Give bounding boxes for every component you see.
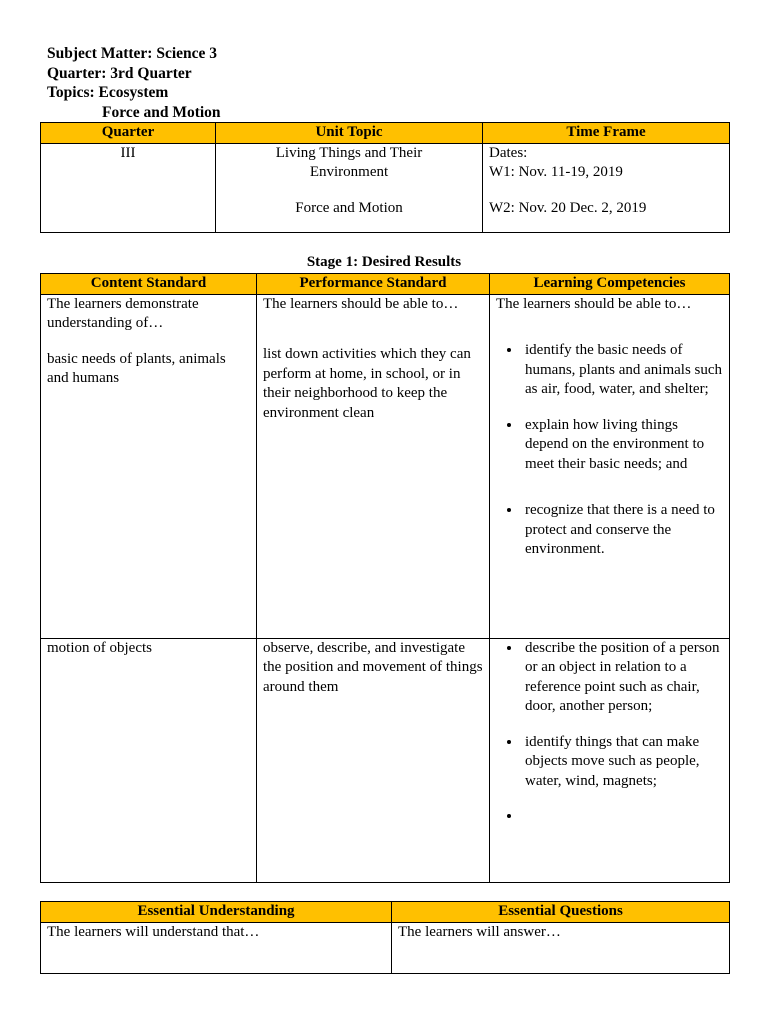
unit-topic-cell xyxy=(216,143,483,232)
learning-competencies-cell xyxy=(490,638,730,882)
col-header-performance-standard: Performance Standard xyxy=(257,274,490,295)
performance-standard-text: list down activities which they can perform at home, in school, or in their neighborhood to keep the environment clean xyxy=(263,346,471,421)
col-header-unit-topic: Unit Topic xyxy=(216,123,483,144)
unit-table xyxy=(40,122,730,233)
essential-understanding-cell: The learners will understand that… xyxy=(41,922,392,973)
col-header-essential-understanding: Essential Understanding xyxy=(41,902,392,923)
list-item: • identify the basic needs of humans, plants and animals such as air, food, water, and shelter; xyxy=(522,341,723,400)
unit-topic-1: Living Things and Their Environment xyxy=(275,144,423,180)
time-frame-cell xyxy=(483,143,730,232)
stage1-table xyxy=(40,273,730,883)
subject-matter: Subject Matter: Science 3 xyxy=(47,45,218,62)
learning-competencies-cell xyxy=(490,294,730,638)
competencies-list xyxy=(496,639,723,827)
essential-questions-cell: The learners will answer… xyxy=(392,922,730,973)
week1-dates: W1: Nov. 11-19, 2019 xyxy=(489,164,623,180)
quarter-cell: III xyxy=(41,143,216,232)
list-item: • describe the position of a person or an object in relation to a reference point such as chair, door, another person; xyxy=(522,639,723,717)
list-item: • identify things that can make objects move such as people, water, wind, magnets; xyxy=(522,733,723,792)
unit-topic-2: Force and Motion xyxy=(295,199,403,216)
list-item: • explain how living things depend on the environment to meet their basic needs; and xyxy=(522,416,723,475)
col-header-content-standard: Content Standard xyxy=(41,274,257,295)
topics-line: Topics: Ecosystem xyxy=(47,84,169,101)
essential-table xyxy=(40,901,730,974)
quarter-line: Quarter: 3rd Quarter xyxy=(47,64,192,82)
competencies-list xyxy=(496,341,723,560)
document-header xyxy=(47,44,221,122)
essential-header-row xyxy=(41,902,730,923)
competencies-intro: The learners should be able to… xyxy=(496,295,692,312)
performance-standard-cell: observe, describe, and investigate the position and movement of things around them xyxy=(257,638,490,882)
content-standard-cell xyxy=(41,294,257,638)
content-intro: The learners demonstrate understanding of… xyxy=(47,295,199,331)
performance-intro: The learners should be able to… xyxy=(263,295,459,312)
content-standard-text: basic needs of plants, animals and humans xyxy=(47,350,226,386)
stage1-row-1 xyxy=(41,294,730,638)
content-standard-cell: motion of objects xyxy=(41,638,257,882)
col-header-essential-questions: Essential Questions xyxy=(392,902,730,923)
col-header-quarter: Quarter xyxy=(41,123,216,144)
performance-standard-cell xyxy=(257,294,490,638)
topics-line-2: Force and Motion xyxy=(102,103,221,121)
stage1-title: Stage 1: Desired Results xyxy=(306,254,462,270)
unit-table-header-row xyxy=(41,123,730,144)
list-item: • recognize that there is a need to protect and conserve the environment. xyxy=(522,501,723,560)
stage1-row-2 xyxy=(41,638,730,882)
dates-label: Dates: xyxy=(489,144,528,161)
col-header-time-frame: Time Frame xyxy=(483,123,730,144)
week2-dates: W2: Nov. 20 Dec. 2, 2019 xyxy=(489,199,647,216)
unit-table-row xyxy=(41,143,730,232)
essential-row xyxy=(41,922,730,973)
list-item xyxy=(522,807,723,827)
stage1-header-row xyxy=(41,274,730,295)
col-header-learning-competencies: Learning Competencies xyxy=(490,274,730,295)
